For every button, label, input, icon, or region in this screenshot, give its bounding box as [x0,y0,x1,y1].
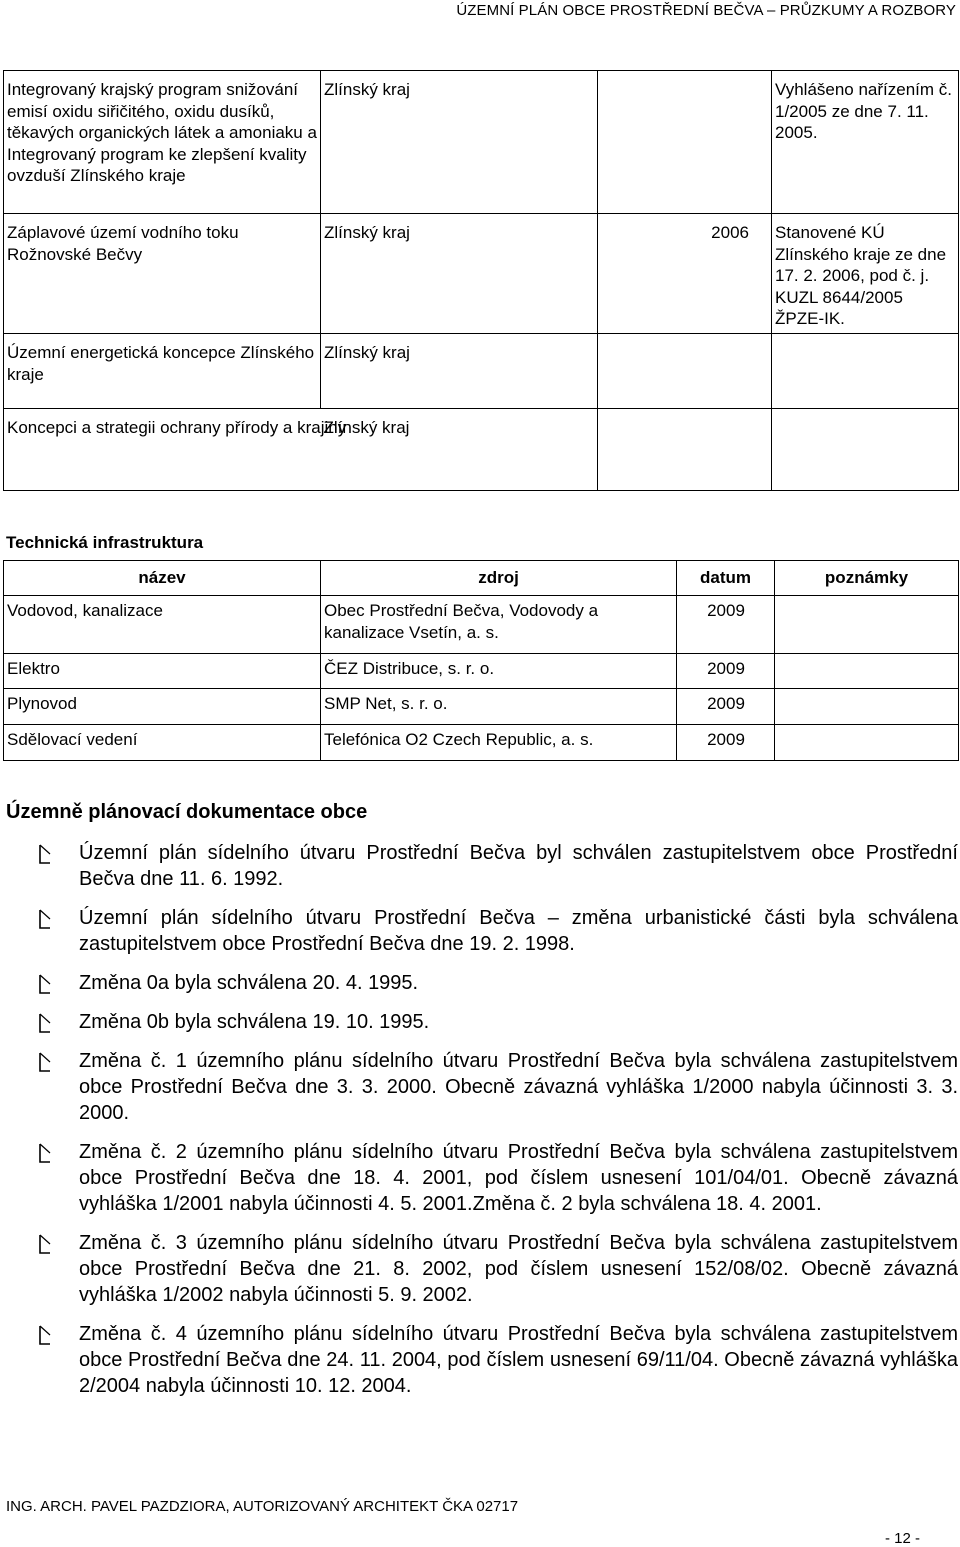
list-item [38,905,958,957]
concept-source: Zlínský kraj [321,334,598,409]
table-row [4,689,959,725]
concept-note [772,409,959,491]
header-note: poznámky [775,561,959,596]
page-header: ÚZEMNÍ PLÁN OBCE PROSTŘEDNÍ BEČVA – PRŮZKUMY A ROZBORY [456,2,956,19]
concepts-table [3,70,959,491]
table-row [4,334,959,409]
table-row [4,71,959,214]
list-item [38,840,958,892]
footer-author: ING. ARCH. PAVEL PAZDZIORA, AUTORIZOVANÝ ARCHITEKT ČKA 02717 [6,1498,519,1515]
list-item-text: Změna č. 3 územního plánu sídelního útvaru Prostřední Bečva byla schválena zastupitelstvem obce Prostřední Bečva dne 21. 8. 2002, pod číslem usnesení 152/08/02. Obecně závazná vyhláška 1/2002 nabyla účinnosti 5. 9. 2002. [79,1232,958,1306]
bullet-marker-icon [38,909,52,929]
concept-name: Koncepci a strategii ochrany přírody a krajiny [4,409,321,491]
tech-source: Obec Prostřední Bečva, Vodovody a kanalizace Vsetín, a. s. [321,596,677,654]
table-row [4,725,959,761]
tech-name: Sdělovací vedení [4,725,321,761]
concept-note [772,334,959,409]
list-item-text: Územní plán sídelního útvaru Prostřední Bečva byl schválen zastupitelstvem obce Prostřední Bečva dne 11. 6. 1992. [79,842,958,890]
header-source: zdroj [321,561,677,596]
concept-year [598,71,772,214]
list-item-text: Změna 0a byla schválena 20. 4. 1995. [79,972,419,994]
bullet-marker-icon [38,974,52,994]
list-item [38,1321,958,1399]
concept-name: Integrovaný krajský program snižování emisí oxidu siřičitého, oxidu dusíků, těkavých organických látek a amoniaku a Integrovaný program ke zlepšení kvality ovzduší Zlínského kraje [4,71,321,214]
concept-year [598,334,772,409]
tech-name: Vodovod, kanalizace [4,596,321,654]
list-item-text: Územní plán sídelního útvaru Prostřední Bečva – změna urbanistické části byla schválena zastupitelstvem obce Prostřední Bečva dne 19. 2. 1998. [79,907,958,955]
bullet-marker-icon [38,1234,52,1254]
tech-note [775,689,959,725]
tech-name: Elektro [4,654,321,689]
concept-year [598,409,772,491]
table-header-row [4,561,959,596]
bullet-marker-icon [38,844,52,864]
concept-name: Územní energetická koncepce Zlínského kraje [4,334,321,409]
list-item-text: Změna 0b byla schválena 19. 10. 1995. [79,1011,430,1033]
tech-source: Telefónica O2 Czech Republic, a. s. [321,725,677,761]
table-row [4,214,959,334]
tech-date: 2009 [677,689,775,725]
list-item [38,1230,958,1308]
bullet-marker-icon [38,1143,52,1163]
list-item [38,1048,958,1126]
bullet-marker-icon [38,1325,52,1345]
concept-year: 2006 [598,214,772,334]
tech-date: 2009 [677,596,775,654]
concept-name: Záplavové území vodního toku Rožnovské Bečvy [4,214,321,334]
tech-table [3,560,959,761]
tech-note [775,596,959,654]
list-item [38,970,958,996]
table-row [4,596,959,654]
section-title-plan: Územně plánovací dokumentace obce [6,801,368,823]
concept-note: Stanovené KÚ Zlínského kraje ze dne 17. 2. 2006, pod č. j. KUZL 8644/2005 ŽPZE-IK. [772,214,959,334]
table-row [4,654,959,689]
list-item [38,1009,958,1035]
tech-source: ČEZ Distribuce, s. r. o. [321,654,677,689]
header-name: název [4,561,321,596]
tech-note [775,725,959,761]
table-row [4,409,959,491]
header-date: datum [677,561,775,596]
concept-source: Zlínský kraj [321,71,598,214]
tech-date: 2009 [677,654,775,689]
section-title-tech: Technická infrastruktura [6,533,204,552]
tech-note [775,654,959,689]
list-item [38,1139,958,1217]
page-number: - 12 - [884,1530,920,1547]
tech-source: SMP Net, s. r. o. [321,689,677,725]
concept-source: Zlínský kraj [321,214,598,334]
bullet-marker-icon [38,1013,52,1033]
list-item-text: Změna č. 4 územního plánu sídelního útvaru Prostřední Bečva byla schválena zastupitelstvem obce Prostřední Bečva dne 24. 11. 2004, pod číslem usnesení 69/11/04. Obecně závazná vyhláška 2/2004 nabyla účinnosti 10. 12. 2004. [79,1323,958,1397]
concept-source: Zlínský kraj [321,409,598,491]
tech-name: Plynovod [4,689,321,725]
tech-date: 2009 [677,725,775,761]
list-item-text: Změna č. 2 územního plánu sídelního útvaru Prostřední Bečva byla schválena zastupitelstvem obce Prostřední Bečva dne 18. 4. 2001, pod číslem usnesení 101/04/01. Obecně závazná vyhláška 1/2001 nabyla účinnosti 4. 5. 2001.Změna č. 2 byla schválena 18. 4. 2001. [79,1141,958,1215]
concept-note: Vyhlášeno nařízením č. 1/2005 ze dne 7. 11. 2005. [772,71,959,214]
bullet-marker-icon [38,1052,52,1072]
plan-docs-list [38,840,958,1412]
list-item-text: Změna č. 1 územního plánu sídelního útvaru Prostřední Bečva byla schválena zastupitelstvem obce Prostřední Bečva dne 3. 3. 2000. Obecně závazná vyhláška 1/2000 nabyla účinnosti 3. 3. 2000. [79,1050,958,1124]
